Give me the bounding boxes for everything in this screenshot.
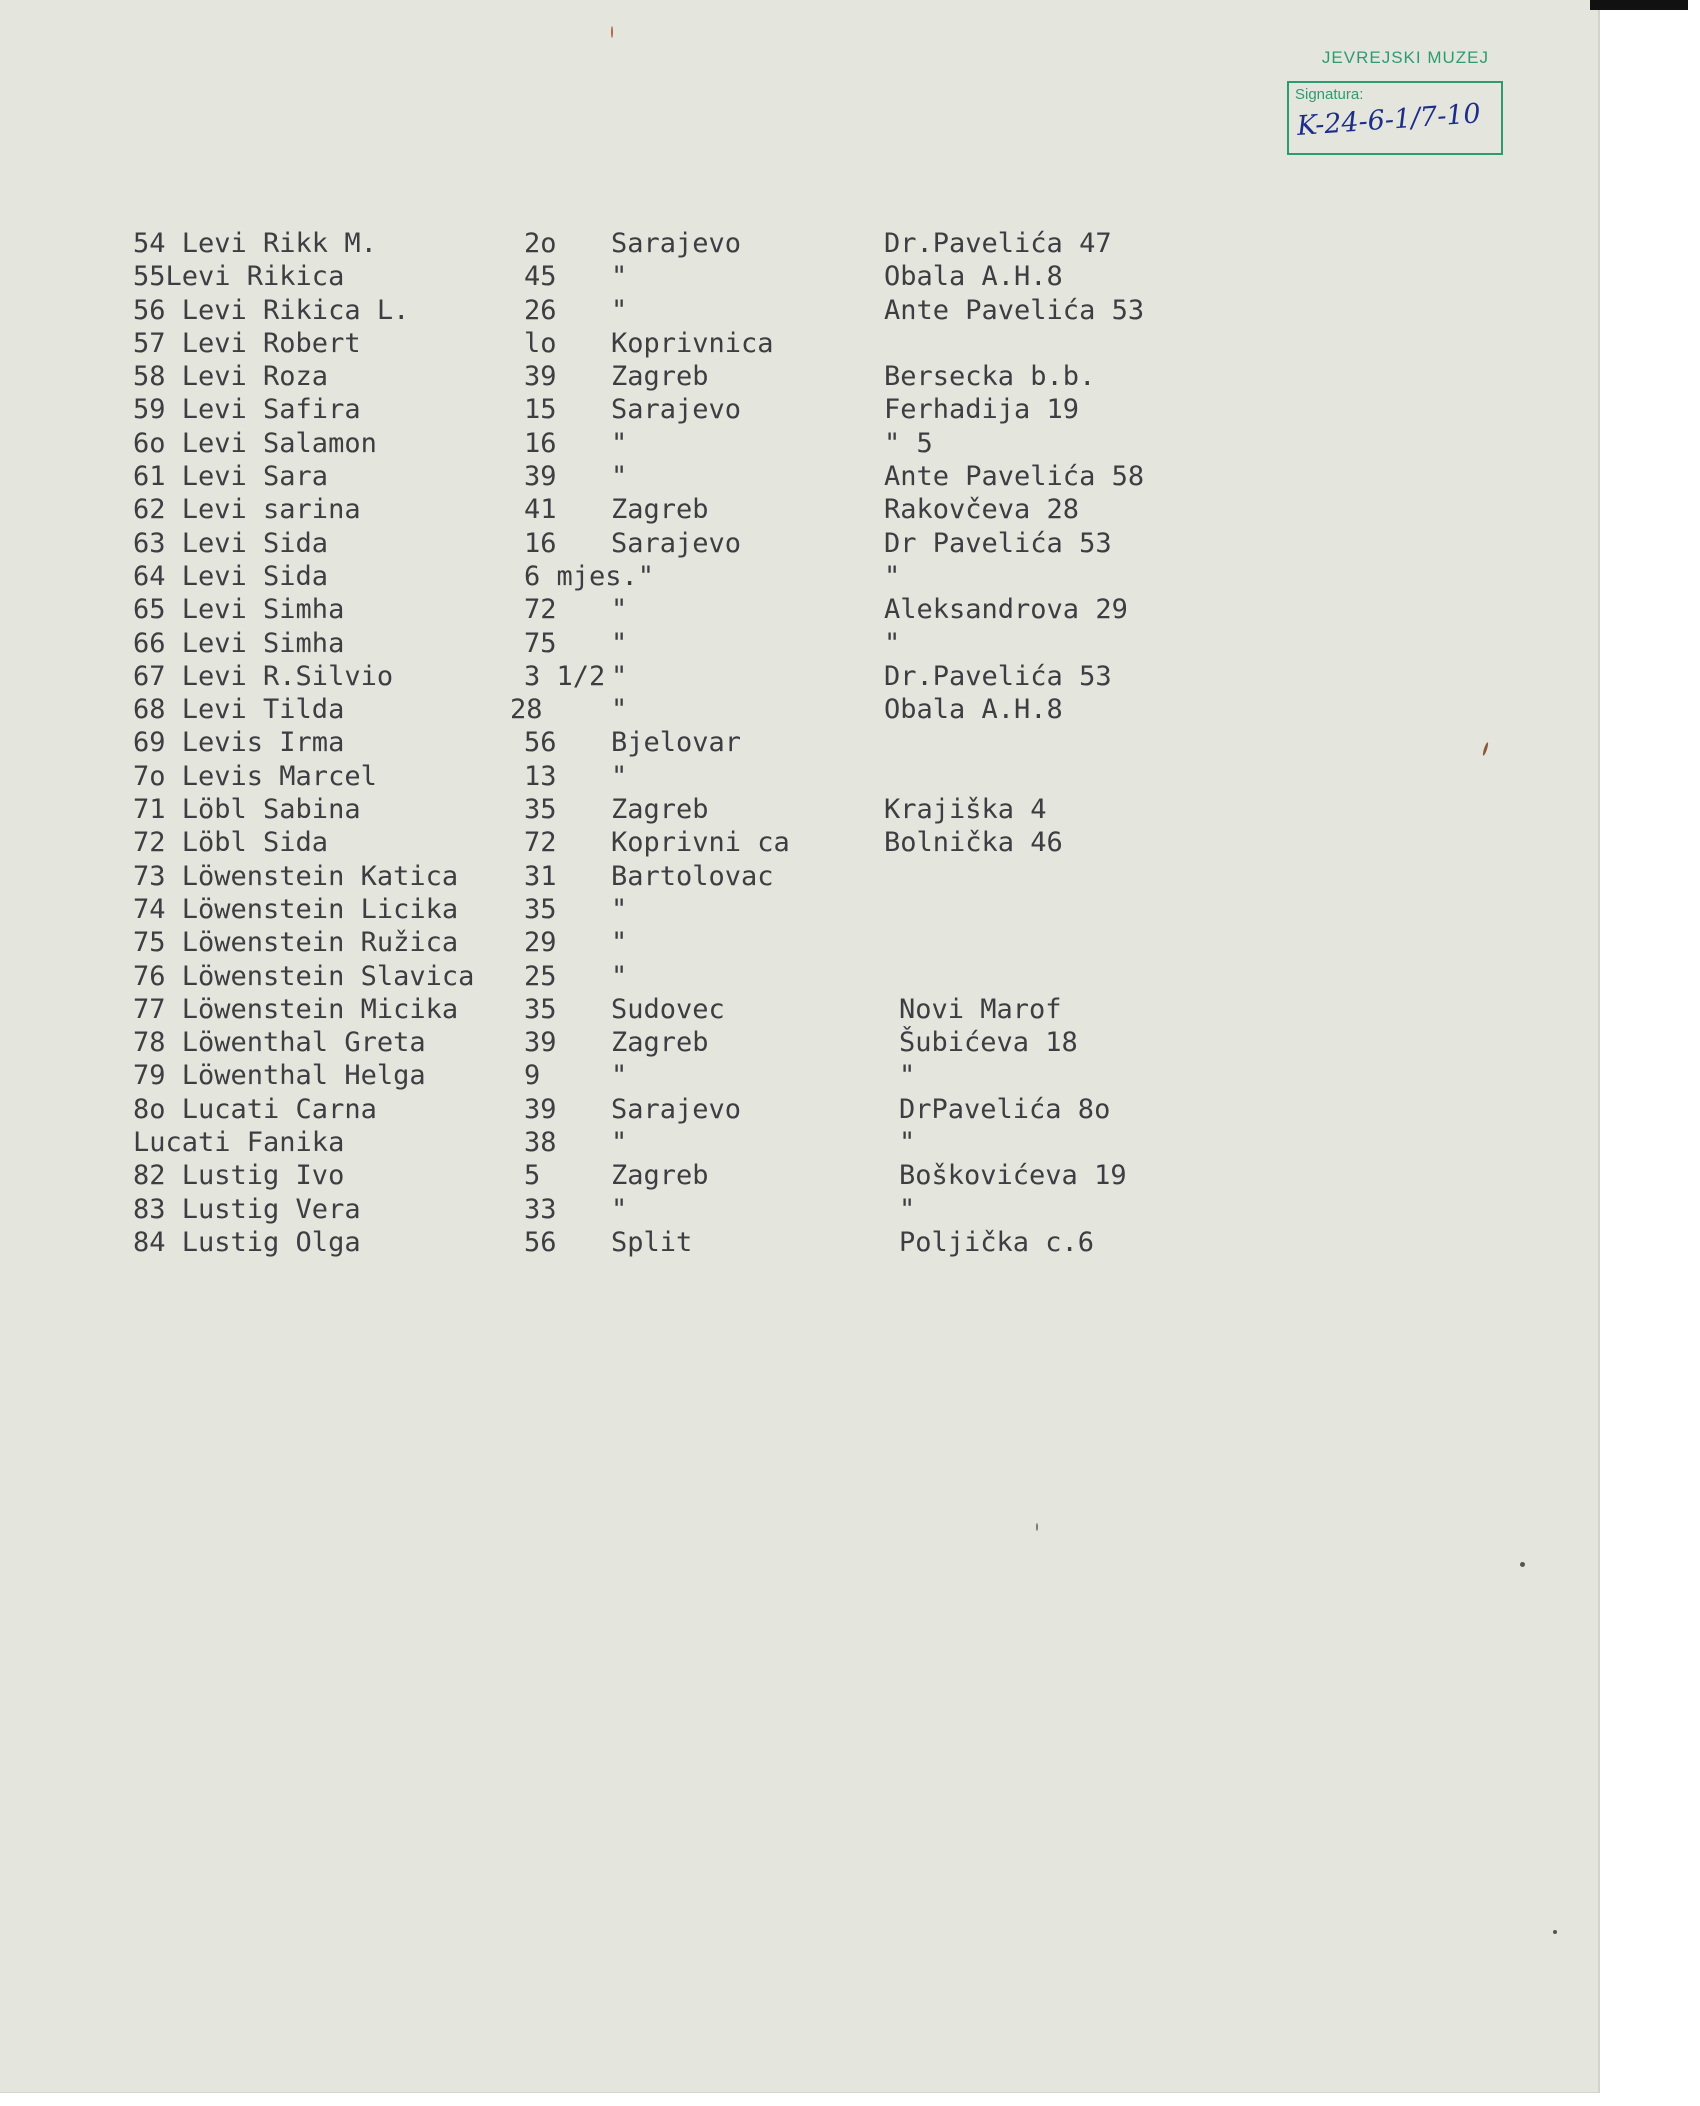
entry-place: " bbox=[611, 627, 628, 659]
entry-age: 56 bbox=[524, 1226, 557, 1258]
entry-name: 57 Levi Robert bbox=[133, 327, 361, 359]
entry-name: 59 Levi Safira bbox=[133, 394, 361, 426]
entry-place: " bbox=[611, 294, 628, 326]
entry-address: Boškovićeva 19 bbox=[899, 1160, 1127, 1192]
entry-place: Sarajevo bbox=[611, 228, 742, 259]
entry-age: 39 bbox=[524, 461, 557, 493]
entry-name: 79 Löwenthal Helga bbox=[133, 1060, 426, 1092]
entry-age: 28 bbox=[510, 694, 543, 726]
entry-age: 56 bbox=[524, 727, 557, 759]
entry-age: 72 bbox=[524, 827, 557, 859]
entry-name: Lucati Fanika bbox=[133, 1127, 345, 1159]
entry-name: 54 Levi Rikk M. bbox=[133, 228, 377, 259]
entry-name: 83 Lustig Vera bbox=[133, 1193, 361, 1225]
entry-name: 8o Lucati Carna bbox=[133, 1093, 377, 1125]
entry-place: Bartolovac bbox=[611, 860, 774, 892]
entry-age: 16 bbox=[524, 527, 557, 559]
entry-age: 26 bbox=[524, 294, 557, 326]
entry-place: " bbox=[611, 893, 628, 925]
entry-place: " bbox=[611, 694, 628, 726]
entry-name: 62 Levi sarina bbox=[133, 494, 361, 526]
entry-name: 64 Levi Sida bbox=[133, 560, 329, 592]
entry-age: 35 bbox=[524, 993, 557, 1025]
entry-address: Šubićeva 18 bbox=[899, 1027, 1078, 1059]
entry-place: Split bbox=[611, 1226, 693, 1258]
paper-speck bbox=[1036, 1523, 1038, 1531]
paper-speck bbox=[1482, 742, 1489, 756]
entry-name: 68 Levi Tilda bbox=[133, 694, 345, 726]
entry-name: 61 Levi Sara bbox=[133, 461, 329, 493]
entry-place: " bbox=[611, 960, 628, 992]
paper-speck bbox=[1553, 1930, 1557, 1934]
entry-address: Aleksandrova 29 bbox=[884, 594, 1128, 626]
entry-age: 25 bbox=[524, 960, 557, 992]
entry-address: Krajiška 4 bbox=[884, 794, 1047, 826]
entry-name: 69 Levis Irma bbox=[133, 727, 345, 759]
entry-place: Zagreb bbox=[611, 794, 709, 826]
entry-age: 15 bbox=[524, 394, 557, 426]
entry-name: 65 Levi Simha bbox=[133, 594, 345, 626]
entry-address: Obala A.H.8 bbox=[884, 694, 1063, 726]
entry-age: 45 bbox=[524, 261, 557, 293]
entry-place: " bbox=[611, 1060, 628, 1092]
entry-name: 72 Löbl Sida bbox=[133, 827, 329, 859]
entry-name: 6o Levi Salamon bbox=[133, 427, 377, 459]
entry-place: Zagreb bbox=[611, 1027, 709, 1059]
entry-age: 5 bbox=[524, 1160, 541, 1192]
entry-place: Zagreb bbox=[611, 361, 709, 393]
entry-place: " bbox=[611, 461, 628, 493]
entry-address: Obala A.H.8 bbox=[884, 261, 1063, 293]
entry-name: 7o Levis Marcel bbox=[133, 760, 377, 792]
entry-age: 41 bbox=[524, 494, 557, 526]
entry-address: Ante Pavelića 58 bbox=[884, 461, 1145, 493]
entry-place: " bbox=[611, 660, 628, 692]
entry-place: Sarajevo bbox=[611, 1093, 742, 1125]
entry-age: 72 bbox=[524, 594, 557, 626]
stamp-signature-value: K-24-6-1/7-10 bbox=[1295, 98, 1482, 142]
entry-place: Sarajevo bbox=[611, 394, 742, 426]
entry-address: Bersecka b.b. bbox=[884, 361, 1096, 393]
entry-name: 74 Löwenstein Licika bbox=[133, 893, 459, 925]
entry-age: 13 bbox=[524, 760, 557, 792]
entry-address: " bbox=[884, 627, 901, 659]
entry-name: 71 Löbl Sabina bbox=[133, 794, 361, 826]
entry-place: " bbox=[611, 261, 628, 293]
entry-place: Koprivni ca bbox=[611, 827, 790, 859]
entry-place: Bjelovar bbox=[611, 727, 742, 759]
entry-address: Novi Marof bbox=[899, 993, 1062, 1025]
entry-address: Ante Pavelića 53 bbox=[884, 294, 1145, 326]
entry-address: Poljička c.6 bbox=[899, 1226, 1095, 1258]
entry-address: Dr Pavelića 53 bbox=[884, 527, 1112, 559]
entry-place: " bbox=[611, 594, 628, 626]
entry-age: 3 1/2 bbox=[524, 660, 606, 692]
entry-age: 2o bbox=[524, 228, 557, 259]
entry-address: Bolnička 46 bbox=[884, 827, 1063, 859]
entry-name: 56 Levi Rikica L. bbox=[133, 294, 410, 326]
entry-place: Zagreb bbox=[611, 1160, 709, 1192]
entry-age: 35 bbox=[524, 893, 557, 925]
paper-speck bbox=[611, 26, 613, 38]
entry-address: Rakovčeva 28 bbox=[884, 494, 1080, 526]
entry-place: " bbox=[611, 1127, 628, 1159]
entry-name: 67 Levi R.Silvio bbox=[133, 660, 394, 692]
entry-name: 66 Levi Simha bbox=[133, 627, 345, 659]
entry-age: 9 bbox=[524, 1060, 541, 1092]
entry-place: " bbox=[611, 1193, 628, 1225]
entry-age: 29 bbox=[524, 927, 557, 959]
entry-age: 35 bbox=[524, 794, 557, 826]
entry-address: Dr.Pavelića 47 bbox=[884, 228, 1112, 259]
entry-address: " bbox=[899, 1127, 916, 1159]
entry-name: 84 Lustig Olga bbox=[133, 1226, 361, 1258]
entry-name: 55Levi Rikica bbox=[133, 261, 345, 293]
entry-place: Zagreb bbox=[611, 494, 709, 526]
entry-name: 73 Löwenstein Katica bbox=[133, 860, 459, 892]
entry-address: " bbox=[899, 1193, 916, 1225]
entry-age: lo bbox=[524, 327, 557, 359]
entry-age: 33 bbox=[524, 1193, 557, 1225]
entry-age: 31 bbox=[524, 860, 557, 892]
entry-age: 16 bbox=[524, 427, 557, 459]
entry-place: Sarajevo bbox=[611, 527, 742, 559]
entry-place: " bbox=[611, 760, 628, 792]
scan-edge bbox=[1590, 0, 1688, 10]
museum-stamp bbox=[1283, 48, 1507, 160]
entry-age: 39 bbox=[524, 361, 557, 393]
entry-age: 38 bbox=[524, 1127, 557, 1159]
entry-name: 82 Lustig Ivo bbox=[133, 1160, 345, 1192]
entry-address: " 5 bbox=[884, 427, 933, 459]
stamp-signature-label: Signatura: bbox=[1295, 86, 1364, 103]
entry-age: 39 bbox=[524, 1027, 557, 1059]
entry-place: " bbox=[611, 927, 628, 959]
stamp-museum-name: JEVREJSKI MUZEJ bbox=[1321, 48, 1489, 67]
stamp-signature-box bbox=[1287, 81, 1503, 155]
entry-name: 75 Löwenstein Ružica bbox=[133, 927, 459, 959]
paper-speck bbox=[1520, 1562, 1525, 1567]
entry-age: 6 mjes." bbox=[524, 560, 655, 592]
entry-address: " bbox=[884, 560, 901, 592]
entry-age: 39 bbox=[524, 1093, 557, 1125]
entry-age: 75 bbox=[524, 627, 557, 659]
entry-place: " bbox=[611, 427, 628, 459]
entry-address: Dr.Pavelića 53 bbox=[884, 660, 1112, 692]
entry-name: 77 Löwenstein Micika bbox=[133, 993, 459, 1025]
entry-place: Koprivnica bbox=[611, 327, 774, 359]
entry-address: " bbox=[899, 1060, 916, 1092]
entry-address: DrPavelića 8o bbox=[899, 1093, 1111, 1125]
entry-address: Ferhadija 19 bbox=[884, 394, 1080, 426]
entry-name: 63 Levi Sida bbox=[133, 527, 329, 559]
entry-name: 78 Löwenthal Greta bbox=[133, 1027, 426, 1059]
entry-name: 58 Levi Roza bbox=[133, 361, 329, 393]
entry-place: Sudovec bbox=[611, 993, 725, 1025]
entry-name: 76 Löwenstein Slavica bbox=[133, 960, 475, 992]
